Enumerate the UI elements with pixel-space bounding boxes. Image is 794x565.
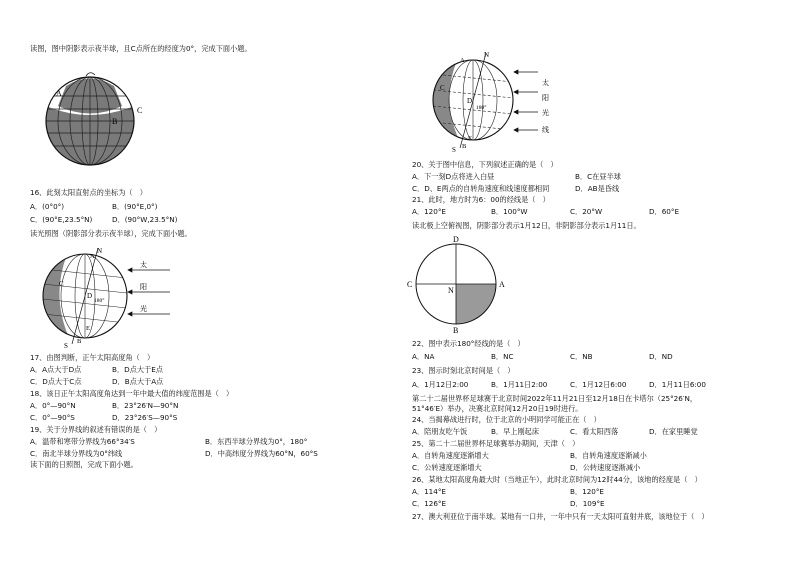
q26-stem: 26、某地太阳高度角最大时（当地正午），此时北京时间为12时44分，该地的经度是（ ） — [412, 475, 702, 484]
fig3-label-n: N — [484, 51, 490, 59]
fig3-label-b: B — [462, 143, 467, 150]
q18-option-b[interactable]: B．23°26′N—90°N — [112, 401, 179, 410]
fig2-label-s: S — [64, 342, 68, 350]
q22-option-c[interactable]: C．NB — [570, 352, 593, 361]
q23-option-a[interactable]: A．1月12日2:00 — [412, 380, 469, 389]
q21-option-a[interactable]: A．120°E — [412, 207, 446, 216]
intro-text-5a: 第二十二届世界杯足球赛于北京时间2022年11月21日至12月18日在卡塔尔（25°26′N， — [412, 394, 698, 403]
q17-option-d[interactable]: D．B点大于A点 — [112, 377, 164, 386]
fig1-label-a: A — [56, 89, 62, 98]
q22-option-a[interactable]: A．NA — [412, 352, 435, 361]
q16-option-d[interactable]: D．(90°W,23.5°N) — [112, 215, 178, 224]
fig2-sun-1: 太 — [140, 261, 147, 269]
q26-option-b[interactable]: B．120°E — [570, 487, 604, 496]
figure-3-illumination — [418, 50, 568, 154]
q23-stem: 23、图示时刻北京时间是（ ） — [412, 366, 515, 375]
fig4-label-d: D — [453, 235, 459, 244]
fig3-sun-3: 光 — [542, 109, 549, 117]
q18-option-c[interactable]: C．0°—90°S — [30, 413, 75, 422]
fig3-label-a: A — [460, 57, 465, 64]
fig2-label-a: A — [90, 253, 95, 260]
intro-text-4: 读北极上空俯视图，阴影部分表示1月12日，非阴影部分表示1月11日。 — [412, 221, 641, 230]
intro-text-5b: 51°46′E）举办，决赛北京时间12月20日19时进行。 — [412, 404, 583, 413]
q23-option-d[interactable]: D．1月11日6:00 — [649, 380, 706, 389]
figure-4-polar-view — [406, 234, 516, 334]
intro-text-2: 读光照图（阴影部分表示夜半球），完成下面小题。 — [30, 229, 192, 238]
q25-option-d[interactable]: D．公转速度逐渐减小 — [570, 463, 641, 472]
q20-option-c[interactable]: C．D、E两点的自转角速度和线速度都相同 — [412, 184, 550, 193]
fig2-label-b: B — [77, 338, 82, 345]
intro-text-1: 读图，图中阴影表示夜半球，且C点所在的经度为0°，完成下面小题。 — [30, 44, 252, 53]
q21-stem: 21、此时，地方时为6：00的经线是（ ） — [412, 195, 550, 204]
q24-option-c[interactable]: C．看太阳西落 — [570, 427, 619, 436]
q19-option-b[interactable]: B．东西半球分界线为0°，180° — [205, 437, 308, 446]
figure-2-illumination — [30, 244, 180, 350]
q17-stem: 17、由图判断，正午太阳高度角（ ） — [30, 353, 155, 362]
q19-option-a[interactable]: A．温带和寒带分界线为66°34′S — [30, 437, 135, 446]
q22-option-b[interactable]: B．NC — [491, 352, 514, 361]
fig4-label-n: N — [448, 286, 454, 295]
fig3-label-s: S — [452, 146, 456, 154]
q21-option-b[interactable]: B．100°W — [491, 207, 528, 216]
q19-stem: 19、关于分界线的叙述有错误的是（ ） — [30, 425, 162, 434]
q26-option-a[interactable]: A．114°E — [412, 487, 446, 496]
fig2-label-e: E — [86, 325, 90, 332]
fig4-label-a: A — [499, 280, 505, 289]
q26-option-d[interactable]: D．109°E — [570, 499, 605, 508]
fig3-sun-4: 线 — [542, 126, 549, 134]
q17-option-c[interactable]: C．D点大于C点 — [30, 377, 82, 386]
q18-stem: 18、该日正午太阳高度角达到一年中最大值的纬度范围是（ ） — [30, 389, 234, 398]
q16-stem: 16、此刻太阳直射点的坐标为（ ） — [30, 188, 147, 197]
fig2-sun-3: 光 — [140, 305, 147, 313]
q16-option-b[interactable]: B．(90°E,0°) — [112, 202, 158, 211]
fig2-label-d: D — [87, 292, 93, 300]
fig1-label-c: C — [137, 106, 143, 115]
q21-option-c[interactable]: C．20°W — [570, 207, 603, 216]
q24-stem: 24、当揭幕战进行时，位于北京的小明同学可能正在（ ） — [412, 415, 601, 424]
q18-option-a[interactable]: A．0°—90°N — [30, 401, 76, 410]
q25-option-b[interactable]: B．自转角速度逐渐减小 — [570, 451, 647, 460]
q27-stem: 27、澳大利亚位于南半球。某地有一口井，一年中只有一天太阳可直射井底，该地位于（ ） — [412, 512, 709, 521]
figure-1-night-hemisphere — [30, 66, 160, 176]
q21-option-d[interactable]: D．60°E — [649, 207, 680, 216]
q22-stem: 22、图中表示180°经线的是（ ） — [412, 339, 525, 348]
fig3-sun-1: 太 — [542, 79, 549, 87]
q25-option-a[interactable]: A．自转角速度逐渐增大 — [412, 451, 489, 460]
fig3-label-180: 180° — [476, 105, 487, 111]
q17-option-a[interactable]: A．A点大于D点 — [30, 365, 82, 374]
q24-option-a[interactable]: A．陪朋友吃午饭 — [412, 427, 468, 436]
q24-option-b[interactable]: B．早上刚起床 — [491, 427, 540, 436]
q19-option-d[interactable]: D．中高纬度分界线为60°N，60°S — [205, 449, 318, 458]
q25-option-c[interactable]: C．公转速度逐渐增大 — [412, 463, 482, 472]
q23-option-b[interactable]: B．1月11日2:00 — [491, 380, 548, 389]
q26-option-c[interactable]: C．126°E — [412, 499, 447, 508]
q20-option-b[interactable]: B．C在昼半球 — [575, 172, 621, 181]
q25-stem: 25、第二十二届世界杯足球赛举办期间，天津（ ） — [412, 439, 580, 448]
fig2-label-180: 180° — [94, 298, 105, 304]
fig2-label-c: C — [59, 280, 64, 288]
q20-stem: 20、关于图中信息，下列叙述正确的是（ ） — [412, 160, 558, 169]
q19-option-c[interactable]: C．南北半球分界线为0°纬线 — [30, 449, 123, 458]
fig1-label-b: B — [112, 117, 118, 126]
fig2-label-n: N — [97, 247, 103, 255]
fig3-label-d: D — [467, 97, 473, 105]
q18-option-d[interactable]: D．23°26′S—90°S — [112, 413, 178, 422]
q16-option-c[interactable]: C．(90°E,23.5°N) — [30, 215, 93, 224]
intro-text-3: 读下面的日照图，完成下面小题。 — [30, 460, 138, 469]
q22-option-d[interactable]: D．ND — [649, 352, 673, 361]
q20-option-a[interactable]: A．下一刻D点将进入白昼 — [412, 172, 495, 181]
fig4-label-c: C — [407, 280, 413, 289]
fig3-label-e: E — [468, 135, 472, 142]
q24-option-d[interactable]: D．在家里睡觉 — [649, 427, 698, 436]
fig2-sun-2: 阳 — [140, 283, 147, 291]
fig3-label-c: C — [440, 84, 445, 92]
q17-option-b[interactable]: B．D点大于E点 — [112, 365, 163, 374]
q20-option-d[interactable]: D．AB是昏线 — [575, 184, 620, 193]
q16-option-a[interactable]: A．(0°0°) — [30, 202, 65, 211]
fig4-label-b: B — [453, 326, 459, 334]
fig3-sun-2: 阳 — [542, 94, 549, 102]
q23-option-c[interactable]: C．1月12日6:00 — [570, 380, 627, 389]
